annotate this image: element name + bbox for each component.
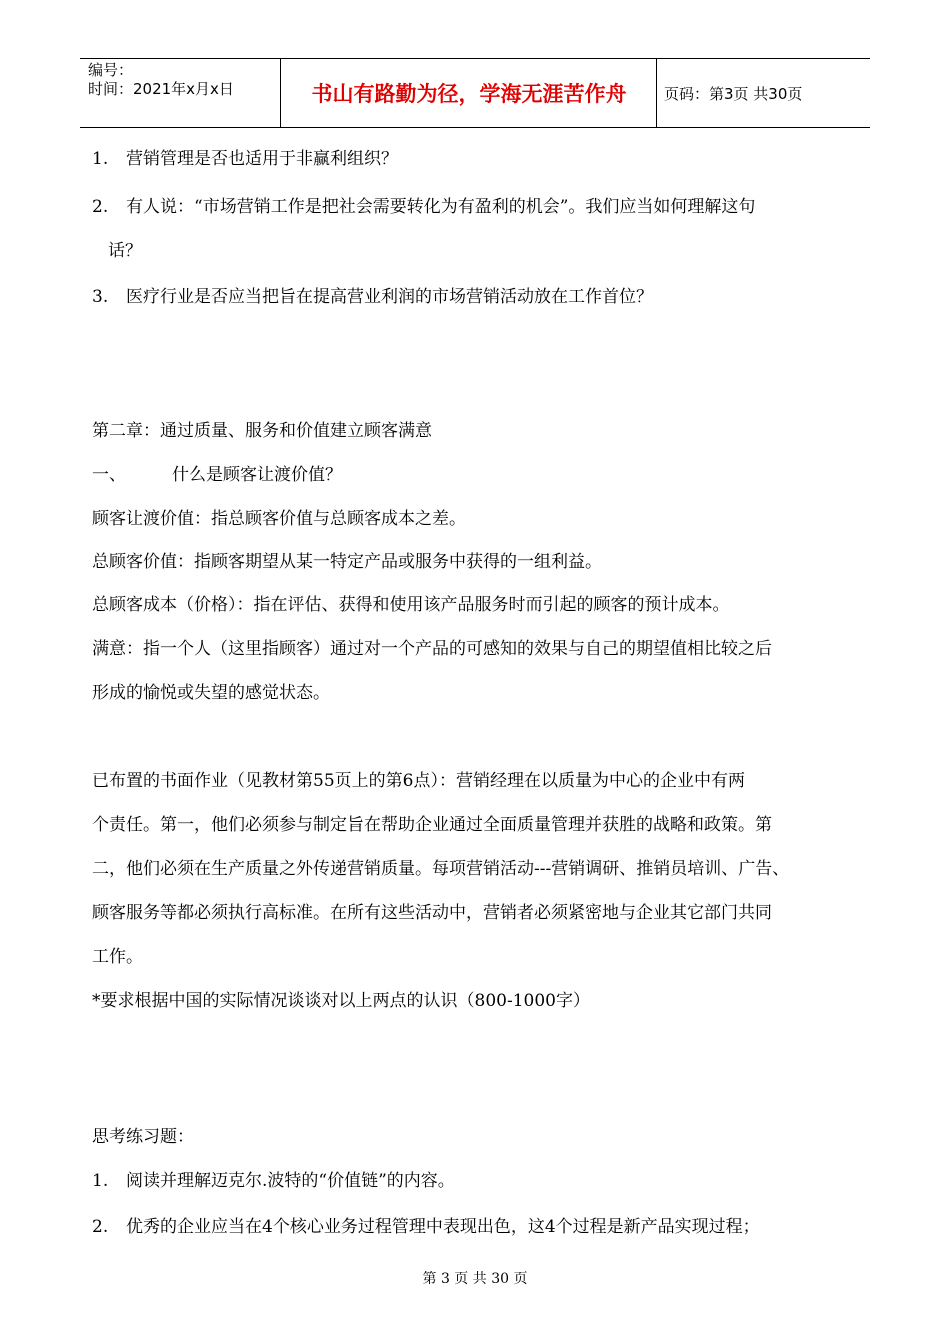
definition: 顾客让渡价值：指总顾客价值与总顾客成本之差。 [92,509,466,529]
question-number: 3. [92,287,109,307]
chapter-title: 第二章：通过质量、服务和价值建立顾客满意 [92,421,432,441]
definition: 总顾客价值：指顾客期望从某一特定产品或服务中获得的一组利益。 [92,552,602,572]
assignment-text: 顾客服务等都必须执行高标准。在所有这些活动中，营销者必须紧密地与企业其它部门共同 [92,903,772,923]
exercise-item [92,1216,760,1238]
exercise-number: 2. [92,1217,109,1237]
exercise-text: 优秀的企业应当在4个核心业务过程管理中表现出色，这4个过程是新产品实现过程； [126,1217,760,1237]
question-item [92,196,755,218]
question-text: 医疗行业是否应当把旨在提高营业利润的市场营销活动放在工作首位？ [126,287,653,307]
definition: 总顾客成本（价格）：指在评估、获得和使用该产品服务时而引起的顾客的预计成本。 [92,595,730,615]
question-item [92,286,653,308]
question-text: 有人说：“市场营销工作是把社会需要转化为有盈利的机会”。我们应当如何理解这句 [126,197,756,217]
section-number: 一、 [92,465,126,485]
header-slogan: 书山有路勤为径，学海无涯苦作舟 [311,82,627,106]
exercises-title: 思考练习题： [92,1127,194,1147]
question-number: 2. [92,197,109,217]
exercise-item [92,1170,455,1192]
question-text: 营销管理是否也适用于非赢利组织？ [126,149,398,169]
header-divider [656,59,657,127]
assignment-requirement: *要求根据中国的实际情况谈谈对以上两点的认识（800-1000字） [92,991,590,1011]
page-header [80,58,870,128]
header-page-label: 页码：第3页 共30页 [664,84,803,103]
header-left-cell [88,61,280,99]
assignment-text: 已布置的书面作业（见教材第55页上的第6点）：营销经理在以质量为中心的企业中有两 [92,771,745,791]
question-item [92,148,398,170]
question-continuation: 话？ [108,241,142,261]
assignment-text: 二，他们必须在生产质量之外传递营销质量。每项营销活动---营销调研、推销员培训、广告、 [92,859,790,879]
section-title: 什么是顾客让渡价值？ [172,465,342,485]
assignment-text: 个责任。第一，他们必须参与制定旨在帮助企业通过全面质量管理并获胜的战略和政策。第 [92,815,772,835]
assignment-text: 工作。 [92,947,143,967]
exercise-text: 阅读并理解迈克尔.波特的“价值链”的内容。 [126,1171,455,1191]
question-number: 1. [92,149,109,169]
exercise-number: 1. [92,1171,109,1191]
number-label: 编号： [88,61,134,79]
definition: 满意：指一个人（这里指顾客）通过对一个产品的可感知的效果与自己的期望值相比较之后 [92,639,772,659]
time-label: 时间：2021年x月x日 [88,80,234,98]
definition: 形成的愉悦或失望的感觉状态。 [92,683,330,703]
section-heading [92,464,342,486]
page-footer: 第 3 页 共 30 页 [422,1271,528,1287]
